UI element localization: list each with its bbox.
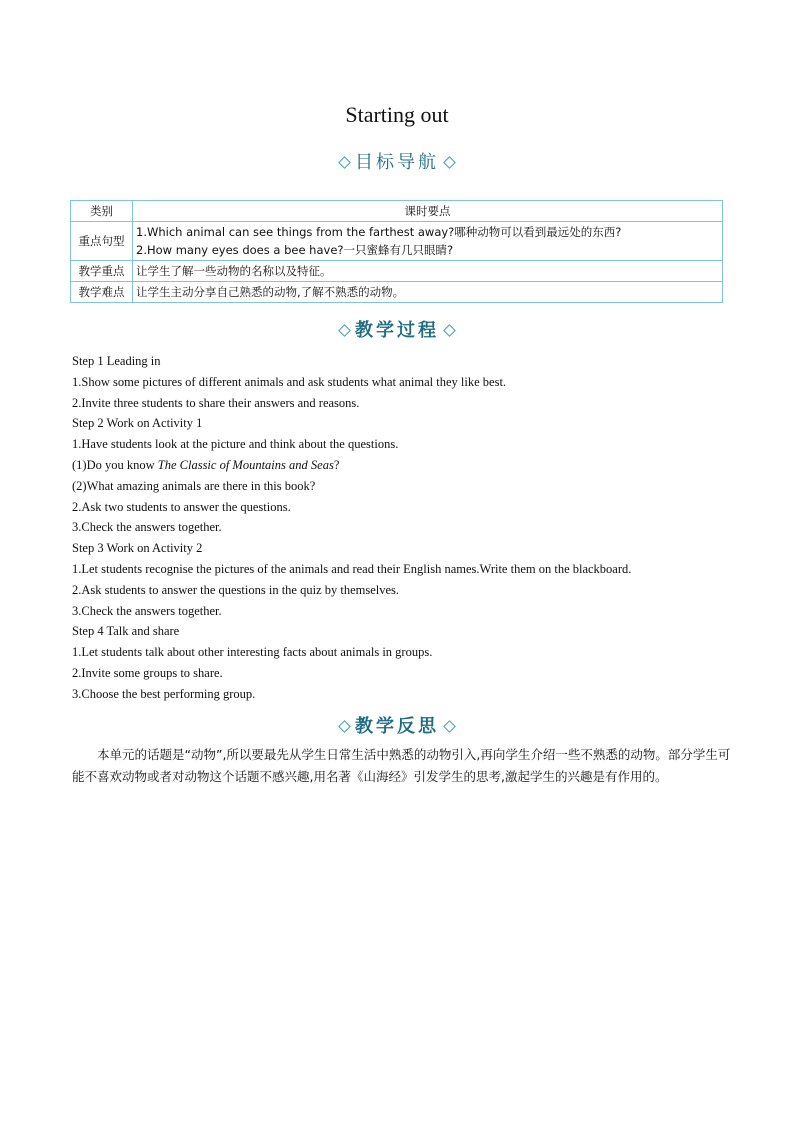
table-header-category: 类别 bbox=[71, 201, 133, 222]
step-subitem bbox=[72, 455, 752, 476]
diamond-icon bbox=[338, 324, 351, 337]
step-heading: Step 1 Leading in bbox=[72, 354, 161, 368]
step-heading: Step 2 Work on Activity 1 bbox=[72, 416, 203, 431]
table-header-points: 课时要点 bbox=[133, 201, 723, 222]
table-header-row bbox=[71, 201, 723, 222]
section-heading-reflection: 教学反思 bbox=[0, 712, 794, 738]
goal-table bbox=[70, 200, 723, 303]
section-heading-process: 教学过程 bbox=[0, 316, 794, 342]
process-steps bbox=[72, 351, 752, 705]
step-item: 2.Ask two students to answer the questions. bbox=[72, 499, 291, 514]
step-item: 1.Let students talk about other interesting facts about animals in groups. bbox=[72, 645, 433, 660]
section-heading-goal-nav: 目标导航 bbox=[0, 148, 794, 174]
step-item: 3.Check the answers together. bbox=[72, 603, 222, 618]
table-cell-content: 让学生主动分享自己熟悉的动物,了解不熟悉的动物。 bbox=[133, 282, 723, 303]
diamond-icon bbox=[338, 156, 351, 169]
reflection-paragraph: 本单元的话题是“动物”,所以要最先从学生日常生活中熟悉的动物引入,再向学生介绍一些不熟悉的动物。部分学生可能不喜欢动物或者对动物这个话题不感兴趣,用名著《山海经》引发学生的思考,激起学生的兴趣是有作用的。 bbox=[72, 747, 731, 784]
diamond-icon bbox=[443, 156, 456, 169]
step-item: 1.Have students look at the picture and think about the questions. bbox=[72, 437, 399, 452]
step-subitem: (2)What amazing animals are there in this book? bbox=[72, 478, 316, 493]
step-item: 1.Show some pictures of different animals and ask students what animal they like best. bbox=[72, 374, 507, 389]
step-item: 3.Choose the best performing group. bbox=[72, 686, 256, 701]
diamond-icon bbox=[338, 720, 351, 733]
table-cell-content: 让学生了解一些动物的名称以及特征。 bbox=[133, 261, 723, 282]
table-row bbox=[71, 222, 723, 261]
question-mark: ? bbox=[333, 457, 340, 472]
book-title: The Classic of Mountains and Seas bbox=[157, 457, 334, 472]
table-cell-category: 重点句型 bbox=[71, 222, 133, 261]
page-title: Starting out bbox=[345, 102, 449, 127]
table-row bbox=[71, 282, 723, 303]
table-row bbox=[71, 261, 723, 282]
table-cell-line: 1.Which animal can see things from the farthest away?哪种动物可以看到最远处的东西? bbox=[136, 225, 622, 239]
step-item: 3.Check the answers together. bbox=[72, 520, 222, 535]
step-item: 1.Let students recognise the pictures of the animals and read their English names.Write them on the blackboard. bbox=[72, 561, 632, 576]
step-item: 2.Invite three students to share their answers and reasons. bbox=[72, 395, 360, 410]
diamond-icon bbox=[443, 720, 456, 733]
step-heading: Step 3 Work on Activity 2 bbox=[72, 541, 203, 556]
table-cell-line: 2.How many eyes does a bee have?一只蜜蜂有几只眼睛? bbox=[136, 243, 454, 257]
table-cell-category: 教学重点 bbox=[71, 261, 133, 282]
diamond-icon bbox=[443, 324, 456, 337]
step-heading: Step 4 Talk and share bbox=[72, 624, 180, 639]
step-subitem-text: (1)Do you know bbox=[72, 457, 158, 472]
table-cell-content bbox=[133, 222, 723, 261]
step-item: 2.Ask students to answer the questions in the quiz by themselves. bbox=[72, 582, 400, 597]
table-cell-category: 教学难点 bbox=[71, 282, 133, 303]
step-item: 2.Invite some groups to share. bbox=[72, 665, 223, 680]
